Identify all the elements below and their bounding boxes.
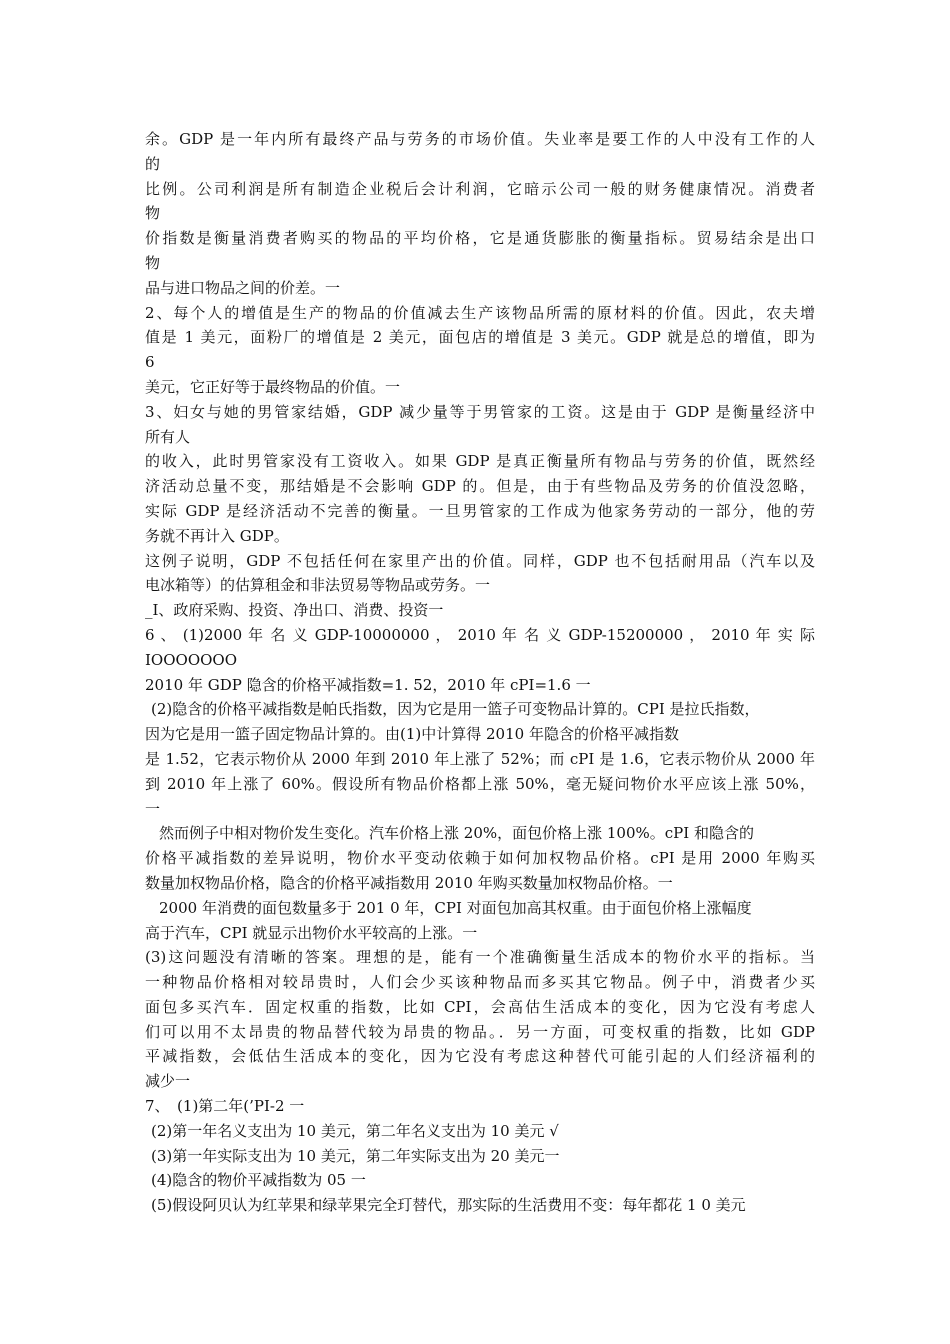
text-line: IOOOOOOO: [145, 650, 238, 669]
text-line: 然而例子中相对物价发生变化。汽车价格上涨 20%，面包价格上涨 100%。cPI 和隐含的: [159, 824, 754, 843]
text-line: _I、政府采购、投资、净出口、消费、投资一: [145, 601, 444, 620]
text-line: 价格平减指数的差异说明，物价水平变动依赖于如何加权物品价格。cPI 是用 2000 年购买: [145, 849, 815, 868]
text-line: 是 1.52，它表示物价从 2000 年到 2010 年上涨了 52%；而 cPI 是 1.6，它表示物价从 2000 年: [145, 749, 815, 768]
text-line: 电冰箱等）的估算租金和非法贸易等物品或劳务。一: [145, 576, 491, 595]
text-line: 平减指数，会低估生活成本的变化，因为它没有考虑这种替代可能引起的人们经济福利的: [145, 1047, 815, 1066]
text-line: 比例。公司利润是所有制造企业税后会计利润，它暗示公司一般的财务健康情况。消费者: [145, 179, 815, 198]
text-line: (4)隐含的物价平减指数为 05 一: [151, 1171, 366, 1190]
text-line: 济活动总量不变，那结婚是不会影响 GDP 的。但是，由于有些物品及劳务的价值没忽略，: [145, 477, 815, 496]
text-line: 这例子说明，GDP 不包括任何在家里产出的价值。同样，GDP 也不包括耐用品（汽车以及: [145, 551, 815, 570]
text-line: 物: [145, 204, 161, 223]
text-line: 价指数是衡量消费者购买的物品的平均价格，它是通货膨胀的衡量指标。贸易结余是出口: [145, 229, 815, 248]
text-line: 数量加权物品价格，隐含的价格平减指数用 2010 年购买数量加权物品价格。一: [145, 873, 673, 892]
text-line: (2)隐含的价格平减指数是帕氏指数，因为它是用一篮子可变物品计算的。CPI 是拉氏指数，: [151, 700, 760, 719]
text-line: 7、 (1)第二年(’PI-2 一: [145, 1097, 305, 1116]
text-line: 们可以用不太昂贵的物品替代较为昂贵的物品。．另一方面，可变权重的指数，比如 GDP: [145, 1022, 815, 1041]
text-line: 6 、 (1)2000 年 名 义 GDP-10000000 ， 2010 年 名 义 GDP-15200000 ， 2010 年 实 际: [145, 625, 815, 644]
text-line: (3)这问题没有清晰的答案。理想的是，能有一个准确衡量生活成本的物价水平的指标。当: [145, 948, 815, 967]
text-line: 的收入，此时男管家没有工资收入。如果 GDP 是真正衡量所有物品与劳务的价值，既然经: [145, 452, 815, 471]
text-line: 务就不再计入 GDP。: [145, 526, 289, 545]
text-line: (5)假设阿贝认为红苹果和绿苹果完全玎替代，那实际的生活费用不变：每年都花 1 0 美元: [151, 1196, 746, 1215]
text-line: 因为它是用一篮子固定物品计算的。由(1)中计算得 2010 年隐含的价格平减指数: [145, 725, 679, 744]
text-line: 2、每个人的增值是生产的物品的价值减去生产该物品所需的原材料的价值。因此，农夫增: [145, 303, 815, 322]
text-line: 余。GDP 是一年内所有最终产品与劳务的市场价值。失业率是要工作的人中没有工作的人: [145, 130, 815, 148]
text-line: (3)第一年实际支出为 10 美元，第二年实际支出为 20 美元一: [151, 1146, 560, 1165]
text-line: 面包多买汽车．固定权重的指数，比如 CPI，会高估生活成本的变化，因为它没有考虑人: [145, 997, 815, 1016]
text-line: 物: [145, 253, 161, 272]
text-line: 的: [145, 154, 161, 173]
text-line: 所有人: [145, 427, 191, 446]
text-line: 3、妇女与她的男管家结婚，GDP 减少量等于男管家的工资。这是由于 GDP 是衡量经济中: [145, 402, 815, 421]
text-line: 6: [145, 353, 155, 372]
text-line: 高于汽车，CPI 就显示出物价水平较高的上涨。一: [145, 923, 478, 942]
text-line: 2000 年消费的面包数量多于 201 0 年，CPI 对面包加高其权重。由于面包价格上涨幅度: [159, 898, 752, 917]
text-line: 到 2010 年上涨了 60%。假设所有物品价格都上涨 50%，毫无疑问物价水平应该上涨 50%，: [145, 774, 815, 793]
text-line: 实际 GDP 是经济活动不完善的衡量。一旦男管家的工作成为他家务劳动的一部分，他的劳: [145, 501, 815, 520]
text-line: 一种物品价格相对较昂贵时，人们会少买该种物品而多买其它物品。例子中，消费者少买: [145, 973, 815, 992]
text-line: (2)第一年名义支出为 10 美元，第二年名义支出为 10 美元 √: [151, 1121, 559, 1140]
text-line: 减少一: [145, 1072, 191, 1091]
text-line: 品与进口物品之间的价差。一: [145, 278, 341, 297]
text-line: 美元，它正好等于最终物品的价值。一: [145, 377, 401, 396]
text-line: 一: [145, 799, 161, 818]
text-line: 值是 1 美元，面粉厂的增值是 2 美元，面包店的增值是 3 美元。GDP 就是总的增值，即为: [145, 328, 815, 347]
document-body: [145, 127, 815, 1218]
text-line: 2010 年 GDP 隐含的价格平减指数=1. 52，2010 年 cPI=1.6 一: [145, 675, 591, 694]
